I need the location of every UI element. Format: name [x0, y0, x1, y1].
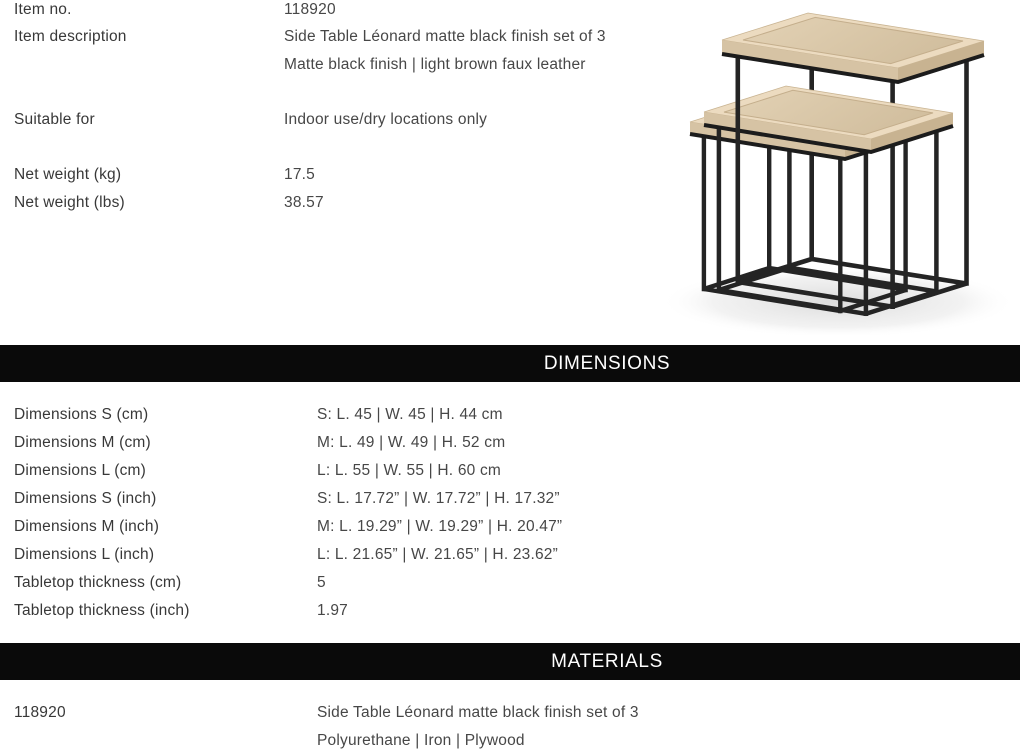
tray-large: [722, 13, 984, 82]
dimension-row: [0, 601, 1020, 625]
info-value: Matte black finish | light brown faux leather: [284, 56, 586, 73]
info-value: 17.5: [284, 166, 315, 183]
dimension-label: Dimensions S (inch): [14, 490, 157, 507]
dimension-value: S: L. 17.72” | W. 17.72” | H. 17.32”: [317, 490, 560, 507]
dimension-row: [0, 461, 1020, 485]
dimension-value: L: L. 55 | W. 55 | H. 60 cm: [317, 462, 502, 479]
dimension-value: 5: [317, 574, 326, 591]
materials-header-title: MATERIALS: [551, 651, 663, 672]
info-label: Net weight (kg): [14, 166, 122, 183]
dimensions-header-title: DIMENSIONS: [543, 353, 671, 374]
materials-item-no: 118920: [14, 704, 66, 721]
dimension-label: Dimensions L (inch): [14, 546, 155, 563]
dimension-value: S: L. 45 | W. 45 | H. 44 cm: [317, 406, 503, 423]
info-value: 118920: [284, 1, 336, 18]
info-label: Net weight (lbs): [14, 194, 125, 211]
dimension-row: [0, 433, 1020, 457]
materials-row: [0, 703, 1020, 727]
dimension-label: Tabletop thickness (cm): [14, 574, 182, 591]
dimensions-header-banner: [0, 345, 1020, 382]
product-image: [658, 0, 1020, 335]
dimension-row: [0, 517, 1020, 541]
dimension-label: Dimensions M (cm): [14, 434, 151, 451]
dimension-row: [0, 545, 1020, 569]
info-value: Side Table Léonard matte black finish set of 3: [284, 28, 606, 45]
info-label: Item no.: [14, 1, 72, 18]
materials-description: Side Table Léonard matte black finish set of 3: [317, 704, 639, 721]
dimension-row: [0, 405, 1020, 429]
dimension-value: L: L. 21.65” | W. 21.65” | H. 23.62”: [317, 546, 558, 563]
materials-composition: Polyurethane | Iron | Plywood: [317, 732, 525, 749]
info-label: Item description: [14, 28, 127, 45]
dimension-label: Dimensions S (cm): [14, 406, 149, 423]
materials-header-banner: [0, 643, 1020, 680]
dimension-value: 1.97: [317, 602, 348, 619]
dimension-label: Tabletop thickness (inch): [14, 602, 190, 619]
dimension-value: M: L. 19.29” | W. 19.29” | H. 20.47”: [317, 518, 563, 535]
materials-row: [0, 731, 1020, 755]
dimension-label: Dimensions M (inch): [14, 518, 160, 535]
dimension-row: [0, 489, 1020, 513]
info-value: 38.57: [284, 194, 324, 211]
info-label: Suitable for: [14, 111, 95, 128]
dimension-row: [0, 573, 1020, 597]
dimension-label: Dimensions L (cm): [14, 462, 147, 479]
dimension-value: M: L. 49 | W. 49 | H. 52 cm: [317, 434, 506, 451]
info-value: Indoor use/dry locations only: [284, 111, 488, 128]
